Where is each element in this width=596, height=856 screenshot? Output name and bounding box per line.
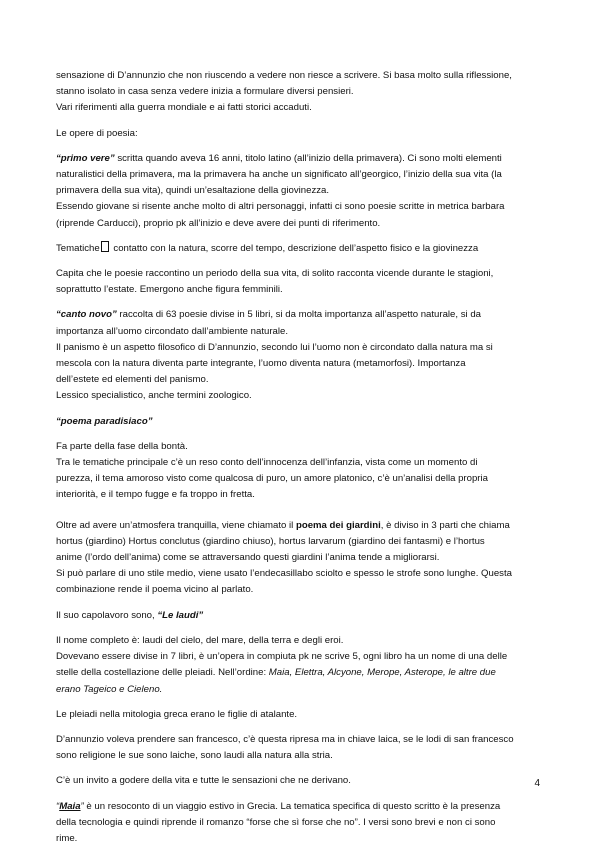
text-line: rime.	[56, 832, 78, 844]
text-line: purezza, il tema amoroso visto come qualcosa di puro, un amore platonico, c’è un’analisi della propria	[56, 473, 488, 485]
text-line: Capita che le poesie raccontino un periodo della sua vita, di solito racconta vicende durante le stagioni,	[56, 268, 494, 280]
text-line: Vari riferimenti alla guerra mondiale e ai fatti storici accaduti.	[56, 102, 312, 114]
paragraph-invito: C’è un invito a godere della vita e tutte le sensazioni che ne derivano.	[56, 775, 351, 787]
paragraph-laudi	[56, 633, 546, 698]
text-line: Il panismo è un aspetto filosofico di D’annunzio, secondo lui l’uomo non è circondato dalla natura ma si	[56, 341, 493, 353]
text-line: Dovevano essere divise in 7 libri, è un’opera in compiuta pk ne scrive 5, ogni libro ha un nome di una delle	[56, 651, 508, 663]
paragraph-opere: Le opere di poesia:	[56, 127, 138, 139]
text-line: Fa parte della fase della bontà.	[56, 440, 188, 452]
paragraph-stagioni	[56, 266, 546, 298]
text-line: anime (l’ordo dell’anima) come se attraversando questi giardini l’anima tende a migliorarsi.	[56, 552, 440, 564]
text-line: Essendo giovane si risente anche molto di altri personaggi, infatti ci sono poesie scritte in metrica barbara	[56, 201, 505, 213]
paragraph-primo-vere	[56, 151, 546, 232]
text-line: Tematiche	[56, 242, 100, 254]
text-line: stelle della costellazione delle pleiadi. Nell’ordine:	[56, 667, 269, 679]
text-line: (riprende Carducci), proprio pk all’inizio e deve avere dei punti di riferimento.	[56, 217, 381, 229]
italic-text: erano Tageico e Cieleno.	[56, 683, 163, 695]
text-line: , è diviso in 3 parti che chiama	[380, 519, 510, 531]
missing-glyph-icon	[101, 241, 109, 252]
document-body	[56, 68, 546, 856]
text-line: importanza all’uomo circondato dall’ambiente naturale.	[56, 325, 288, 337]
quote-mark: “	[56, 800, 60, 812]
paragraph-tematiche	[56, 241, 546, 257]
work-title-poema-paradisiaco: “poema paradisiaco”	[56, 415, 153, 427]
text-line: della tecnologia e quindi riprende il romanzo “forse che sì forse che no”. I versi sono brevi e non ci sono	[56, 816, 496, 828]
page-number: 4	[534, 778, 540, 789]
paragraph-san-francesco	[56, 732, 546, 764]
text-line: Lessico specialistico, anche termini zoologico.	[56, 390, 252, 402]
text-line: Il nome completo è: laudi del cielo, del mare, della terra e degli eroi.	[56, 634, 344, 646]
work-title-canto-novo: “canto novo”	[56, 309, 117, 321]
text-line: primavera della sua vita), quindi un’esaltazione della giovinezza.	[56, 185, 330, 197]
text-line: combinazione rende il poema vicino al parlato.	[56, 584, 254, 596]
paragraph-capolavoro	[56, 608, 546, 624]
text-line: scritta quando aveva 16 anni, titolo latino (all’inizio della primavera). Ci sono molti elementi	[114, 152, 502, 164]
text-line: è un resoconto di un viaggio estivo in Grecia. La tematica specifica di questo scritto è la presenza	[83, 800, 501, 812]
text-line: dell’estete ed elementi del panismo.	[56, 374, 209, 386]
paragraph-canto-novo	[56, 307, 546, 404]
paragraph-maia	[56, 799, 546, 848]
text-line: hortus (giardino) Hortus conclutus (giardino chiuso), hortus larvarum (giardino dei fantasmi) e l’hortus	[56, 535, 485, 547]
paragraph-giardini	[56, 518, 546, 599]
text-line: sono religione le sue sono laiche, sono laudi alla natura alla stria.	[56, 750, 333, 762]
text-line: Si può parlare di uno stile medio, viene usato l’endecasillabo sciolto e spesso le strofe sono lunghe. Questa	[56, 568, 512, 580]
text-line: sensazione di D’annunzio che non riuscendo a vedere non riesce a scrivere. Si basa molto sulla riflessione,	[56, 70, 512, 81]
text-line: mescola con la natura diventa parte integrante, l’uomo diventa natura (metamorfosi). Importanza	[56, 358, 466, 370]
text-line: contatto con la natura, scorre del tempo, descrizione dell’aspetto fisico e la giovinezza	[110, 242, 479, 254]
paragraph-bonta	[56, 439, 546, 504]
text-line: stanno isolato in casa senza vedere inizia a formulare diversi pensieri.	[56, 86, 354, 98]
work-title-primo-vere: “primo vere”	[56, 152, 115, 164]
text-line: soprattutto l’estate. Emergono anche figura femminili.	[56, 284, 283, 296]
work-title-le-laudi: “Le laudi”	[157, 609, 204, 621]
italic-text: Maia, Elettra, Alcyone, Merope, Asterope, le altre due	[268, 667, 496, 679]
text-line: D’annunzio voleva prendere san francesco, c’è questa ripresa ma in chiave laica, se le lodi di san francesco	[56, 733, 514, 745]
text-line: naturalistici della primavera, ma la primavera ha anche un significato all’georgico, l’inizio della sua vita (la	[56, 169, 502, 181]
text-line: Oltre ad avere un’atmosfera tranquilla, viene chiamato il	[56, 519, 296, 531]
paragraph-intro	[56, 68, 546, 117]
text-line: interiorità, e il tempo fugge e fa troppo in fretta.	[56, 489, 255, 501]
paragraph-pleiadi: Le pleiadi nella mitologia greca erano le figlie di atalante.	[56, 708, 298, 720]
quote-mark: ”	[80, 800, 84, 812]
work-title-maia: Maia	[59, 800, 81, 812]
bold-term: poema dei giardini	[295, 519, 381, 531]
text-line: Tra le tematiche principale c’è un reso conto dell’innocenza dell’infanzia, vista come un momento di	[56, 457, 478, 469]
text-line: Il suo capolavoro sono,	[56, 609, 158, 621]
text-line: raccolta di 63 poesie divise in 5 libri, si da molta importanza all’aspetto naturale, si da	[116, 309, 481, 321]
